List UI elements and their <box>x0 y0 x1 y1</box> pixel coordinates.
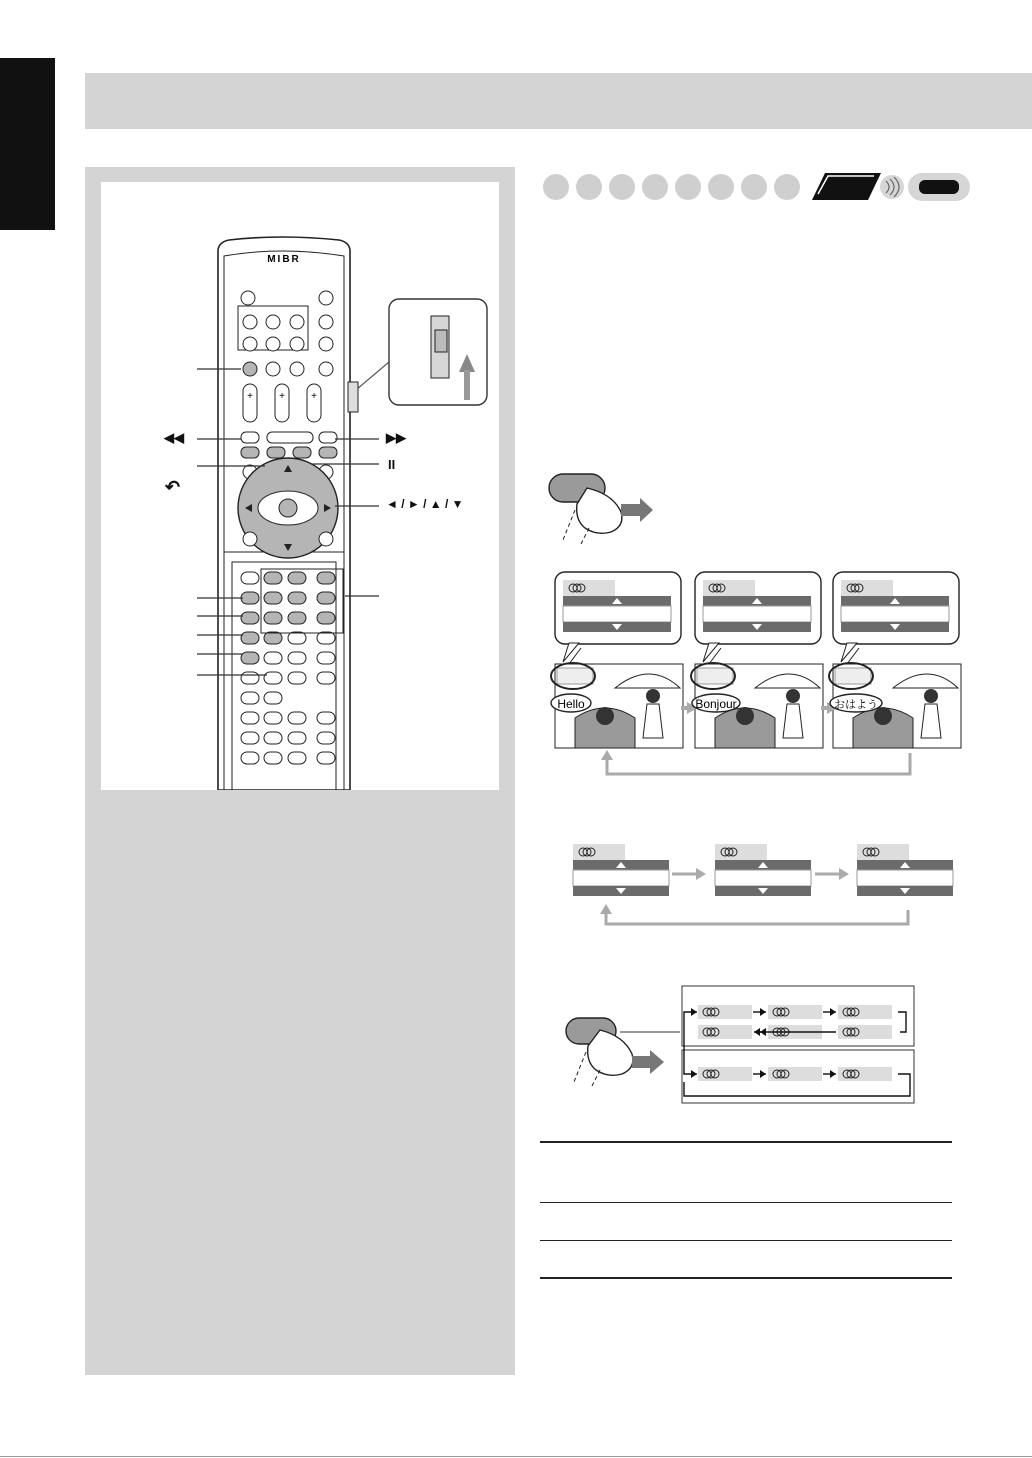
finger-press-illustration <box>545 470 660 545</box>
osd-panel <box>857 844 953 896</box>
keypad-key <box>288 612 306 624</box>
return-key-label: ↶ <box>165 477 181 497</box>
keypad-key <box>317 672 335 684</box>
keypad-key <box>241 632 259 644</box>
audio-chip <box>698 1067 752 1081</box>
osd-panel <box>715 844 811 896</box>
keypad-key <box>288 672 306 684</box>
keypad-key <box>241 752 259 764</box>
footer-line <box>0 1456 1032 1457</box>
audio-chip <box>768 1005 822 1019</box>
keypad-key <box>317 652 335 664</box>
keypad-key <box>264 712 282 724</box>
keypad-key <box>317 752 335 764</box>
title-dot <box>675 174 701 200</box>
keypad-key <box>241 612 259 624</box>
audio-chip <box>838 1005 892 1019</box>
title-dot <box>543 174 569 200</box>
keypad-key <box>241 692 259 704</box>
title-dot <box>609 174 635 200</box>
keypad-key <box>264 632 282 644</box>
title-dot <box>642 174 668 200</box>
keypad-key <box>264 572 282 584</box>
table-bottom-rule <box>540 1277 952 1279</box>
title-dot <box>576 174 602 200</box>
greeting-french: Bonjour <box>695 697 737 711</box>
brand-logo: MIBR <box>267 254 301 265</box>
keypad-key <box>288 632 306 644</box>
greeting-english: Hello <box>557 697 585 711</box>
remote-control-illustration <box>101 182 499 790</box>
keypad-key <box>264 672 282 684</box>
keypad-key <box>317 712 335 724</box>
keypad-key <box>264 592 282 604</box>
keypad-key <box>317 612 335 624</box>
rewind-key-label: ◀◀ <box>164 430 184 445</box>
keypad-key <box>288 572 306 584</box>
keypad-key <box>288 752 306 764</box>
svg-text:+: + <box>311 391 317 402</box>
audio-chip <box>698 1005 752 1019</box>
keypad-key <box>264 612 282 624</box>
keypad-key <box>241 572 259 584</box>
keypad-key <box>264 652 282 664</box>
keypad-key <box>241 732 259 744</box>
language-tab <box>0 58 55 230</box>
table-row-rule <box>540 1240 952 1241</box>
svg-text:+: + <box>247 391 253 402</box>
audio-chip <box>768 1067 822 1081</box>
title-dot <box>708 174 734 200</box>
keypad-key <box>317 732 335 744</box>
pause-key-label: II <box>388 457 396 472</box>
keypad-key <box>241 672 259 684</box>
subtitle-scene-examples <box>545 568 970 780</box>
keypad-key <box>288 652 306 664</box>
fast-forward-key-label: ▶▶ <box>386 430 406 445</box>
page-header-bar <box>85 73 1032 129</box>
keypad-key <box>288 732 306 744</box>
audio-chip <box>838 1025 892 1039</box>
svg-text:+: + <box>279 391 285 402</box>
title-dot <box>774 174 800 200</box>
cursor-keys-label: ◄ / ► / ▲ / ▼ <box>386 497 464 511</box>
keypad-key <box>241 652 259 664</box>
keypad-key <box>264 732 282 744</box>
table-row-rule <box>540 1202 952 1203</box>
audio-chip <box>838 1067 892 1081</box>
keypad-key <box>317 592 335 604</box>
keypad-key <box>317 572 335 584</box>
osd-panel <box>573 844 669 896</box>
greeting-japanese: おはよう <box>834 698 878 711</box>
keypad-key <box>241 712 259 724</box>
title-dot <box>741 174 767 200</box>
table-top-rule <box>540 1141 952 1143</box>
audio-chip <box>698 1025 752 1039</box>
keypad-key <box>317 632 335 644</box>
audio-sequence-diagram <box>560 982 920 1107</box>
keypad-key <box>264 692 282 704</box>
keypad-key <box>241 592 259 604</box>
section-title-badges <box>536 167 976 207</box>
keypad-key <box>288 592 306 604</box>
keypad-key <box>288 712 306 724</box>
osd-cycle-row <box>570 840 955 930</box>
keypad-key <box>264 752 282 764</box>
